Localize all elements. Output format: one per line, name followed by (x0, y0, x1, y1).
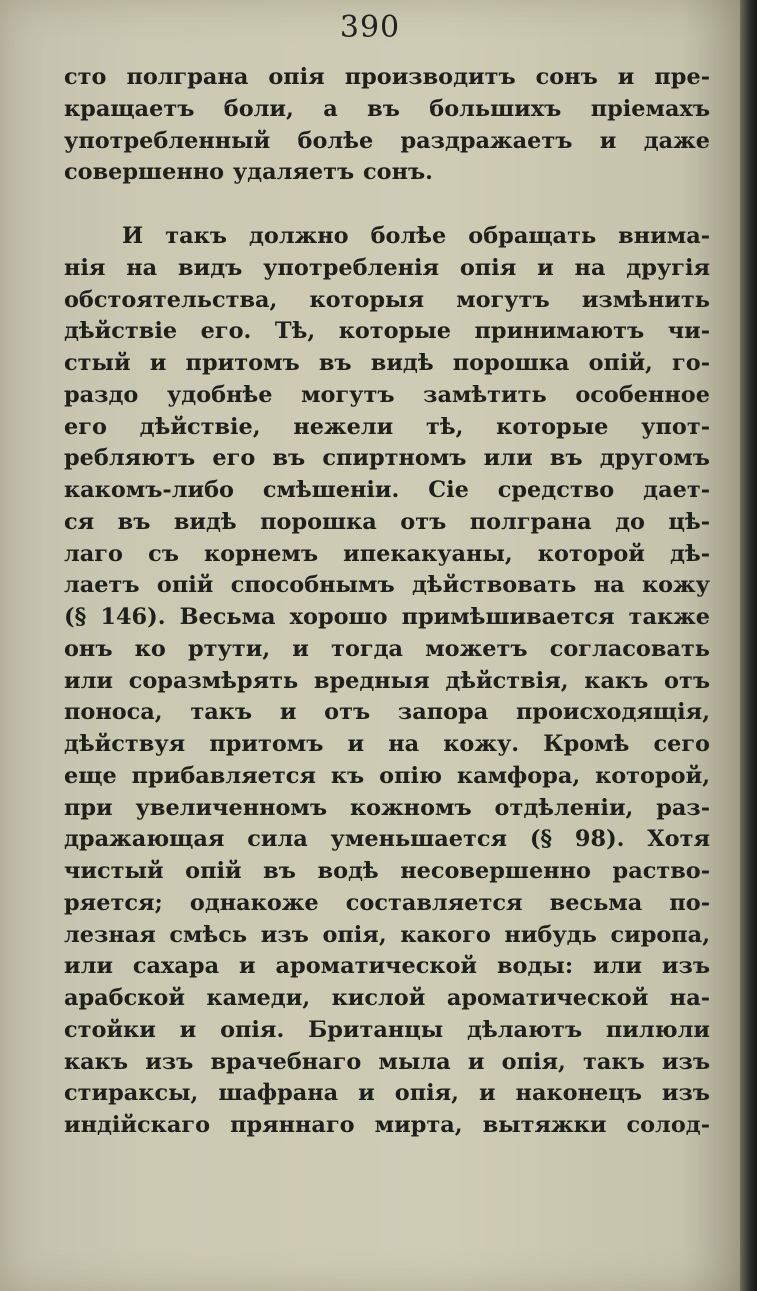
text-line: стый и притомъ въ видѣ порошка опій, го- (64, 350, 710, 376)
text-line: кращаетъ боли, а въ большихъ пріемахъ (64, 95, 710, 122)
book-spine-shadow (740, 0, 757, 1291)
text-line: онъ ко ртути, и тогда можетъ согласовать (64, 635, 710, 662)
text-line: совершенно удаляетъ сонъ. (64, 159, 433, 186)
text-line: арабской камеди, кислой ароматической на- (64, 985, 710, 1011)
text-line: (§ 146). Весьма хорошо примѣшивается также (64, 604, 710, 630)
text-line: обстоятельства, которыя могутъ измѣнить (64, 286, 710, 313)
text-line: употребленный болѣе раздражаетъ и даже (64, 127, 710, 154)
page-text (64, 62, 710, 1142)
page-number: 390 (339, 10, 401, 45)
text-line: нія на видъ употребленія опія и на другія (64, 254, 710, 281)
text-line: стойки и опія. Британцы дѣлаютъ пилюли (64, 1016, 710, 1043)
text-line: дражающая сила уменьшается (§ 98). Хотя (64, 826, 710, 853)
text-line: ся въ видѣ порошка отъ полграна до цѣ- (64, 508, 710, 535)
text-line: сто полграна опія производитъ сонъ и пре- (64, 64, 710, 90)
text-line: поноса, такъ и отъ запора происходящія, (64, 699, 710, 726)
paragraph-1 (64, 62, 710, 189)
text-line: ребляютъ его въ спиртномъ или въ другомъ (64, 445, 710, 472)
text-line: какомъ-либо смѣшеніи. Сіе средство дает- (64, 477, 710, 503)
text-line: раздо удобнѣе могутъ замѣтить особенное (64, 381, 710, 408)
text-line: дѣйствіе его. Тѣ, которые принимаютъ чи- (64, 318, 710, 345)
paragraph-2 (64, 221, 710, 1142)
text-line: И такъ должно болѣе обращать внима- (122, 223, 710, 249)
text-line: индійскаго пряннаго мирта, вытяжки солод- (64, 1112, 710, 1138)
text-line: какъ изъ врачебнаго мыла и опія, такъ изъ (64, 1048, 710, 1075)
text-line: стираксы, шафрана и опія, и наконецъ изъ (64, 1080, 710, 1107)
text-line: при увеличенномъ кожномъ отдѣленіи, раз- (64, 794, 710, 821)
text-line: лаетъ опій способнымъ дѣйствовать на кожу (64, 572, 710, 599)
text-line: ряется; однакоже составляется весьма по- (64, 889, 710, 916)
text-line: или соразмѣрять вредныя дѣйствія, какъ отъ (64, 667, 710, 694)
text-line: или сахара и ароматической воды: или изъ (64, 953, 710, 980)
text-line: лезная смѣсь изъ опія, какого нибудь сиропа, (64, 921, 710, 948)
text-line: еще прибавляется къ опію камфора, которой, (64, 762, 710, 789)
text-line: чистый опій въ водѣ несовершенно раство- (64, 858, 710, 884)
text-line: лаго съ корнемъ ипекакуаны, которой дѣ- (64, 540, 710, 567)
text-line: дѣйствуя притомъ и на кожу. Кромѣ сего (64, 731, 710, 757)
text-line: его дѣйствіе, нежели тѣ, которые упот- (64, 413, 710, 440)
paragraph-gap (64, 189, 710, 221)
